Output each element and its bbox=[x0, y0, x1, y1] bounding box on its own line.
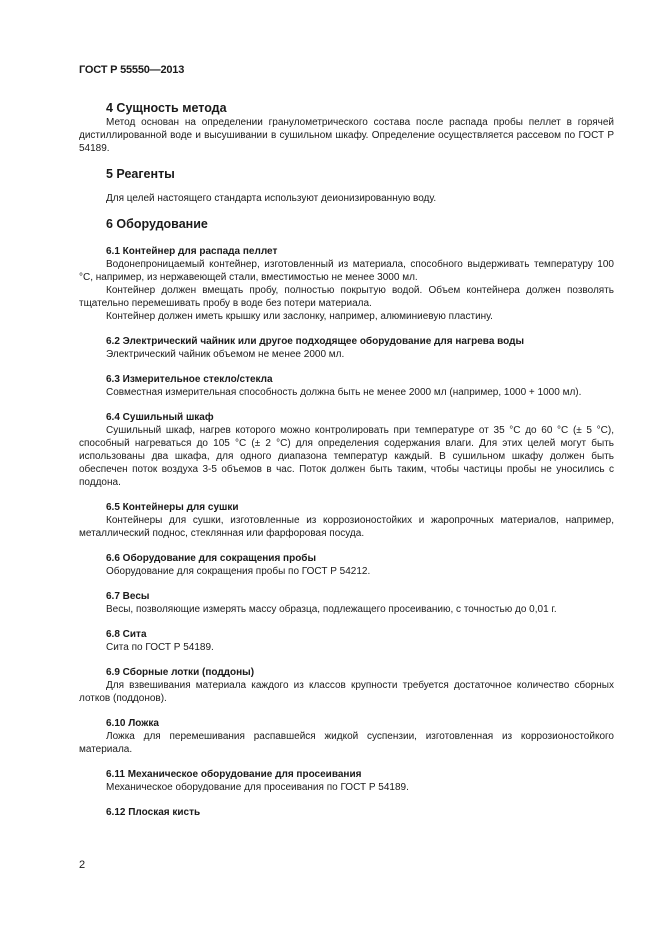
page-content bbox=[79, 101, 614, 819]
item-6-3-title: 6.3 Измерительное стекло/стекла bbox=[106, 374, 273, 385]
item-6-1-paragraph: Контейнер должен вмещать пробу, полностью покрытую водой. Объем контейнера должен позволять тщательно перемешивать пробу в воде без потери материала. bbox=[79, 285, 614, 309]
item-6-1-paragraph: Контейнер должен иметь крышку или заслонку, например, алюминиевую пластину. bbox=[106, 311, 493, 322]
page-number: 2 bbox=[79, 859, 86, 871]
item-6-3-paragraph: Совместная измерительная способность должна быть не менее 2000 мл (например, 1000 + 1000 мл). bbox=[106, 387, 582, 398]
item-6-2-paragraph: Электрический чайник объемом не менее 2000 мл. bbox=[106, 349, 345, 360]
item-6-9-paragraph: Для взвешивания материала каждого из классов крупности требуется достаточное количество сборных лотков (поддонов). bbox=[79, 680, 614, 704]
item-6-6-paragraph: Оборудование для сокращения пробы по ГОСТ Р 54212. bbox=[106, 566, 371, 577]
section-6-title: 6 Оборудование bbox=[106, 217, 208, 231]
item-6-12-title: 6.12 Плоская кисть bbox=[106, 807, 201, 818]
item-6-10-paragraph: Ложка для перемешивания распавшейся жидкой суспензии, изготовленная из коррозионостойкого материала. bbox=[79, 731, 614, 755]
item-6-8-paragraph: Сита по ГОСТ Р 54189. bbox=[106, 642, 214, 653]
item-6-9-title: 6.9 Сборные лотки (поддоны) bbox=[106, 667, 255, 678]
item-6-5-title: 6.5 Контейнеры для сушки bbox=[106, 502, 239, 513]
section-4-text: Метод основан на определении гранулометрического состава после распада пробы пеллет в горячей дистиллированной воде и высушивании в сушильном шкафу. Определение осуществляется рассевом по ГОСТ Р 54189. bbox=[79, 117, 614, 154]
section-5-title: 5 Реагенты bbox=[106, 167, 175, 181]
document-header: ГОСТ Р 55550—2013 bbox=[79, 64, 185, 76]
item-6-4-paragraph: Сушильный шкаф, нагрев которого можно контролировать при температуре от 35 °С до 60 °С (± 5 °С), способный нагреваться до 105 °С (± 2 °С) для определения содержания влаги. Для этих целей могут быть использованы два шкафа, для одного диапазона температур каждый. В сушильном шкафу должен быть обеспечен поток воздуха 3-5 объемов в час. Поток должен быть таким, чтобы частицы пробы не уносились с поддона. bbox=[79, 425, 614, 488]
item-6-8-title: 6.8 Сита bbox=[106, 629, 147, 640]
item-6-1-paragraph: Водонепроницаемый контейнер, изготовленный из материала, способного выдерживать температуру 100 °С, например, из нержавеющей стали, вместимостью не менее 3000 мл. bbox=[79, 259, 614, 283]
item-6-6-title: 6.6 Оборудование для сокращения пробы bbox=[106, 553, 317, 564]
item-6-4-title: 6.4 Сушильный шкаф bbox=[106, 412, 214, 423]
item-6-1-title: 6.1 Контейнер для распада пеллет bbox=[106, 246, 278, 257]
item-6-7-title: 6.7 Весы bbox=[106, 591, 150, 602]
item-6-11-paragraph: Механическое оборудование для просеивания по ГОСТ Р 54189. bbox=[106, 782, 409, 793]
section-4-title: 4 Сущность метода bbox=[106, 101, 227, 115]
item-6-11-title: 6.11 Механическое оборудование для просеивания bbox=[106, 769, 362, 780]
item-6-2-title: 6.2 Электрический чайник или другое подходящее оборудование для нагрева воды bbox=[106, 336, 525, 347]
item-6-10-title: 6.10 Ложка bbox=[106, 718, 159, 729]
item-6-5-paragraph: Контейнеры для сушки, изготовленные из коррозионостойких и жаропрочных материалов, например, металлический поднос, стеклянная или фарфоровая посуда. bbox=[79, 515, 614, 539]
item-6-7-paragraph: Весы, позволяющие измерять массу образца, подлежащего просеиванию, с точностью до 0,01 г. bbox=[106, 604, 557, 615]
section-5-text: Для целей настоящего стандарта используют деионизированную воду. bbox=[106, 193, 437, 204]
